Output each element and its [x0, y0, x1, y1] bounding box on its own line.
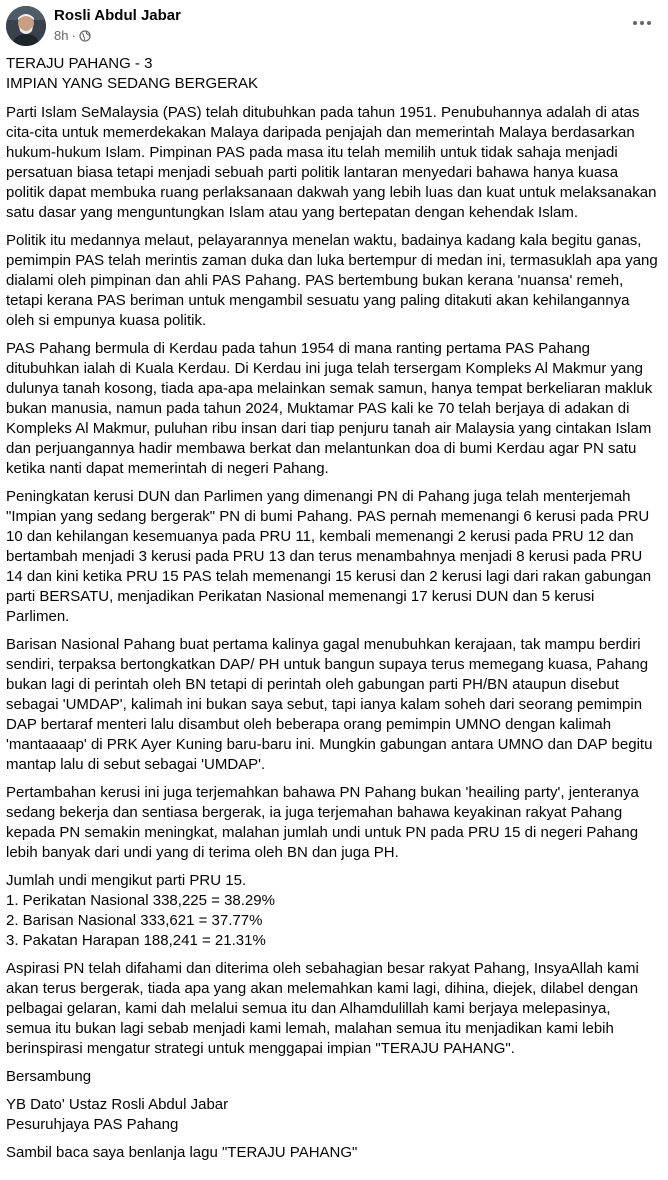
post-title-line1: TERAJU PAHANG - 3 [6, 55, 153, 72]
post-time[interactable]: 8h [54, 28, 69, 43]
paragraph-3: PAS Pahang bermula di Kerdau pada tahun 1954 di mana ranting pertama PAS Pahang ditubuhkan ialah di Kuala Kerdau. Di Kerdau ini juga telah tersergam Kompleks Al Makmur yang dulunya tanah kosong, tiada apa-apa melainkan semak samun, hanya tempat berkeliaran makluk bukan manusia, namun pada tahun 2024, Muktamar PAS kali ke 70 telah berjaya di adakan di Kompleks Al Makmur, puluhan ribu insan dari tiap penjuru tanah air Malaysia yang cintakan Islam dan perjuangannya hadir membawa berkat dan melantunkan doa di bumi Kerdau agar PN satu ketika nanti dapat memerintah di negeri Pahang. [6, 340, 653, 477]
post-meta [54, 28, 91, 43]
votes-block [6, 871, 658, 951]
vote-item: 1. Perikatan Nasional 338,225 = 38.29% [6, 892, 275, 909]
paragraph-5: Barisan Nasional Pahang buat pertama kalinya gagal menubuhkan kerajaan, tak mampu berdiri sendiri, terpaksa bertongkatkan DAP/ PH untuk bangun supaya terus memegang kuasa, Pahang bukan lagi di perintah oleh BN tetapi di perintah oleh gabungan parti PH/BN ataupun disebut sebagai 'UMDAP', kalimah ini bukan saya sebut, tapi ianya kalam soheh dari seorang pemimpin DAP bertaraf menteri lalu disambut oleh beberapa orang pemimpin UMNO dengan kalimah 'mantaaaap' di PRK Ayer Kuning baru-baru ini. Mungkin gabungan antara UMNO dan DAP begitu mantap lalu di sebut sebagai 'UMDAP'. [6, 636, 653, 773]
more-dot-icon [647, 21, 651, 25]
signature-title: Pesuruhjaya PAS Pahang [6, 1116, 179, 1133]
votes-heading: Jumlah undi mengikut parti PRU 15. [6, 872, 247, 889]
more-options-button[interactable] [628, 12, 656, 34]
paragraph-1: Parti Islam SeMalaysia (PAS) telah ditubuhkan pada tahun 1951. Penubuhannya adalah di atas cita-cita untuk memerdekakan Malaya daripada penjajah dan memerintah Malaya berdasarkan hukum-hukum Islam. Pimpinan PAS pada masa itu telah memilih untuk tidak sahaja menjadi persatuan biasa tetapi menjadi sebuah parti politik lantaran menyedari bahawa hanya kuasa politik dapat membuka ruang perlaksanaan dakwah yang lebih luas dan kuat untuk melaksanakan satu dasar yang menguntungkan Islam atau yang bertepatan dengan kehendak Islam. [6, 104, 657, 221]
paragraph-4: Peningkatan kerusi DUN dan Parlimen yang dimenangi PN di Pahang juga telah menterjemah "Impian yang sedang bergerak" PN di bumi Pahang. PAS pernah memenangi 6 kerusi pada PRU 10 dan kehilangan kesemuanya pada PRU 11, kembali memenangi 2 kerusi pada PRU 12 dan bertambah menjadi 3 kerusi pada PRU 13 dan terus menambahnya menjadi 8 kerusi pada PRU 14 dan kini ketika PRU 15 PAS telah memenangi 15 kerusi dan 2 kerusi lagi dari rakan gabungan parti BERSATU, menjadikan Perikatan Nasional memenangi 17 kerusi DUN dan 5 kerusi Parlimen. [6, 488, 652, 625]
post-body [6, 54, 658, 1171]
paragraph-2: Politik itu medannya melaut, pelayarannya menelan waktu, badainya kadang kala begitu ganas, pemimpin PAS telah merintis zaman duka dan luka bertempur di medan ini, termasuklah apa yang dialami oleh pimpinan dan ahli PAS Pahang. PAS bertembung bukan kerana 'nuansa' remeh, tetapi kerana PAS beriman untuk mengambil sesuatu yang paling ditakuti akan kehilangannya oleh si empunya kuasa politik. [6, 232, 658, 329]
paragraph-6: Pertambahan kerusi ini juga terjemahkan bahawa PN Pahang bukan 'heailing party', jenteranya sedang bekerja dan sentiasa bergerak, ia juga terjemahan bahawa keyakinan rakyat Pahang kepada PN semakin meningkat, malahan jumlah undi untuk PN pada PRU 15 di negeri Pahang lebih banyak dari undi yang di terima oleh BN dan juga PH. [6, 784, 639, 861]
signature-name: YB Dato' Ustaz Rosli Abdul Jabar [6, 1096, 229, 1113]
final-line: Sambil baca saya benlanja lagu "TERAJU PAHANG" [6, 1144, 358, 1161]
post-header [6, 6, 662, 48]
globe-icon[interactable] [79, 30, 91, 42]
post-title [6, 54, 658, 94]
to-be-continued: Bersambung [6, 1068, 92, 1085]
meta-separator: · [71, 28, 76, 43]
avatar-portrait-icon [6, 6, 46, 46]
closing-paragraph: Aspirasi PN telah difahami dan diterima oleh sebahagian besar rakyat Pahang, InsyaAllah kami akan terus bergerak, tiada apa yang akan melemahkan kami lagi, dihina, diejek, dilabel dengan pelbagai gelaran, kami dah melalui semua itu dan Alhamdulillah kami berjaya melepasinya, semua itu bukan lagi sebab menjadi kami lemah, malahan semua itu menjadikan kami lebih berinspirasi mengatur strategi untuk menggapai impian "TERAJU PAHANG". [6, 960, 639, 1057]
author-name[interactable]: Rosli Abdul Jabar [54, 7, 181, 24]
more-dot-icon [640, 21, 644, 25]
post-title-line2: IMPIAN YANG SEDANG BERGERAK [6, 75, 259, 92]
vote-item: 3. Pakatan Harapan 188,241 = 21.31% [6, 932, 266, 949]
more-dot-icon [633, 21, 637, 25]
vote-item: 2. Barisan Nasional 333,621 = 37.77% [6, 912, 263, 929]
signature [6, 1095, 658, 1135]
avatar[interactable] [6, 6, 46, 46]
